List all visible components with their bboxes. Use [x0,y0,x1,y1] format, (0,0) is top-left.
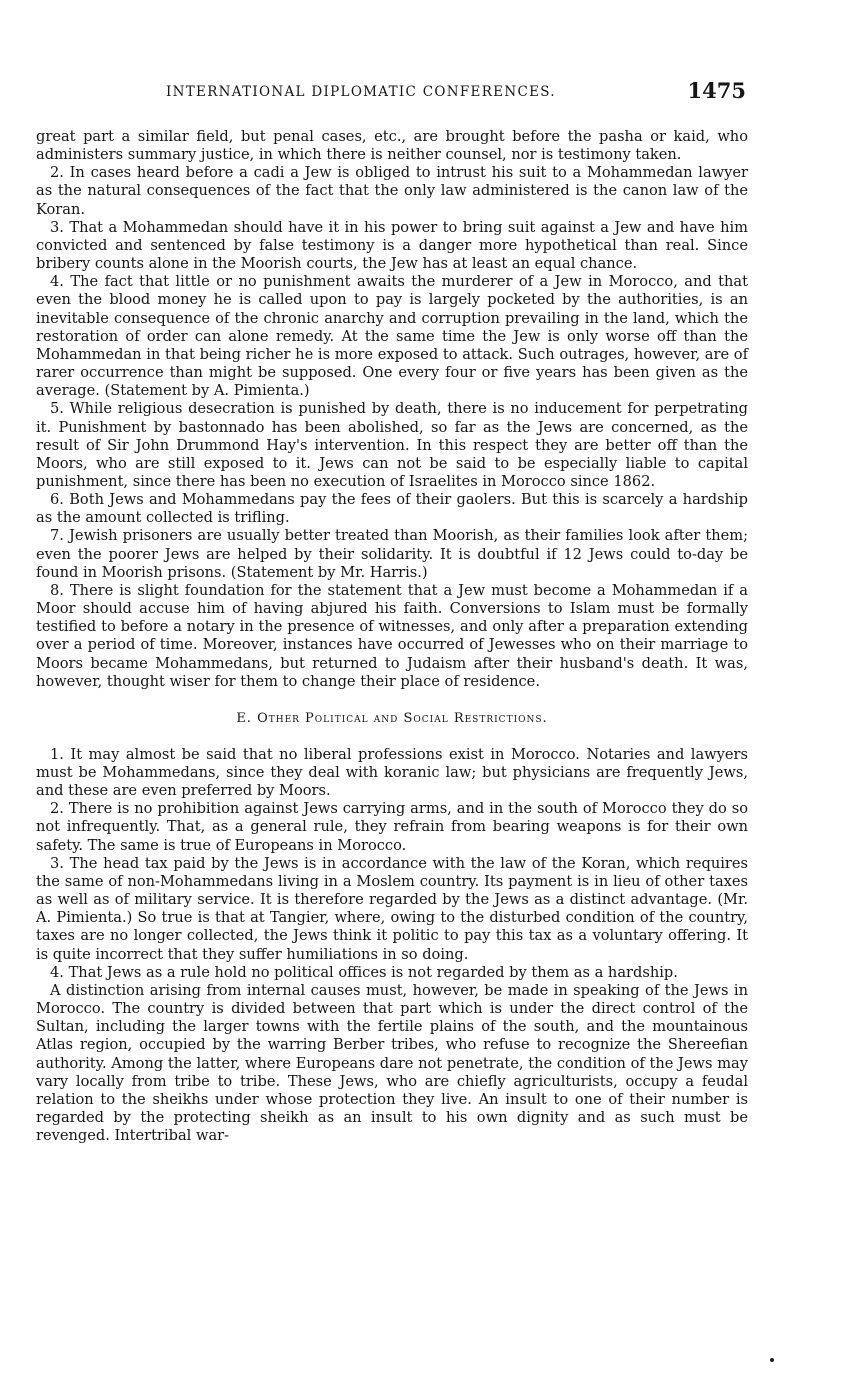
paragraph-item-3: 3. That a Mohammedan should have it in his power to bring suit against a Jew and have him convicted and sentenced by false testimony is a danger more hypothetical than real. Since bribery counts alone in the Moorish courts, the Jew has at least an equal chance. [36,218,748,273]
running-title: INTERNATIONAL DIPLOMATIC CONFERENCES. [166,84,556,100]
body-text [36,128,748,1145]
paragraph-distinction: A distinction arising from internal causes must, however, be made in speaking of the Jews in Morocco. The country is divided between that part which is under the direct control of the Sultan, including the larger towns with the fertile plains of the south, and the mountainous Atlas region, occupied by the warring Berber tribes, who refuse to recognize the Shereefian authority. Among the latter, where Europeans dare not penetrate, the condition of the Jews may vary locally from tribe to tribe. These Jews, who are chiefly agriculturists, occupy a feudal relation to the sheikhs under whose protection they live. An insult to one of their number is regarded by the protecting sheikh as an insult to his own dignity and as such must be revenged. Intertribal war- [36,981,748,1145]
paragraph-item-2: 2. In cases heard before a cadi a Jew is obliged to intrust his suit to a Mohammedan lawyer as the natural consequences of the fact that the only law administered is the canon law of the Koran. [36,164,748,218]
paragraph-item-8: 8. There is slight foundation for the statement that a Jew must become a Mohammedan if a Moor should accuse him of having abjured his faith. Conversions to Islam must be formally testified to before a notary in the presence of witnesses, and only after a preparation extending over a period of time. Moreover, instances have occurred of Jewesses who on their marriage to Moors became Mohammedans, but returned to Judaism after their husband's death. It was, however, thought wiser for them to change their place of residence. [36,581,748,690]
paragraph-item-5: 5. While religious desecration is punished by death, there is no inducement for perpetrating it. Punishment by bastonnado has been abolished, so far as the Jews are concerned, as the result of Sir John Drummond Hay's intervention. In this respect they are better off than the Moors, who are still exposed to it. Jews can not be said to be especially liable to capital punishment, since there has been no execution of Israelites in Morocco since 1862. [36,400,748,490]
document-page [36,78,748,1145]
paragraph-e-item-3: 3. The head tax paid by the Jews is in accordance with the law of the Koran, which requires the same of non-Mohammedans living in a Moslem country. Its payment is in lieu of other taxes as well as of military service. It is therefore regarded by the Jews as a distinct advantage. (Mr. A. Pimienta.) So true is that at Tangier, where, owing to the disturbed condition of the country, taxes are no longer collected, the Jews think it politic to pay this tax as a voluntary offering. It is quite incorrect that they suffer humiliations in so doing. [36,854,748,963]
page-speck [770,1358,774,1362]
page-header [36,78,748,108]
paragraph-e-item-2: 2. There is no prohibition against Jews carrying arms, and in the south of Morocco they do so not infrequently. That, as a general rule, they refrain from bearing weapons is for their own safety. The same is true of Europeans in Morocco. [36,800,748,854]
paragraph-item-7: 7. Jewish prisoners are usually better treated than Moorish, as their families look after them; even the poorer Jews are helped by their solidarity. It is doubtful if 12 Jews could to-day be found in Moorish prisons. (Statement by Mr. Harris.) [36,527,748,581]
paragraph-continued: great part a similar field, but penal cases, etc., are brought before the pasha or kaid, who administers summary justice, in which there is neither counsel, nor is testimony taken. [36,128,748,164]
page-number: 1475 [687,78,746,103]
section-heading: E. Other Political and Social Restrictions. [236,710,548,726]
paragraph-e-item-4: 4. That Jews as a rule hold no political offices is not regarded by them as a hardship. [50,963,678,981]
paragraph-item-4: 4. The fact that little or no punishment awaits the murderer of a Jew in Morocco, and that even the blood money he is called upon to pay is largely pocketed by the authorities, is an inevitable consequence of the chronic anarchy and corruption prevailing in the land, which the restoration of order can alone remedy. At the same time the Jew is only worse off than the Mohammedan in that being richer he is more exposed to attack. Such outrages, however, are of rarer occurrence than might be supposed. One every four or five years has been given as the average. (Statement by A. Pimienta.) [36,273,748,400]
paragraph-item-6: 6. Both Jews and Mohammedans pay the fees of their gaolers. But this is scarcely a hardship as the amount collected is trifling. [36,491,748,527]
paragraph-e-item-1: 1. It may almost be said that no liberal professions exist in Morocco. Notaries and lawyers must be Mohammedans, since they deal with koranic law; but physicians are frequently Jews, and these are even preferred by Moors. [36,745,748,800]
